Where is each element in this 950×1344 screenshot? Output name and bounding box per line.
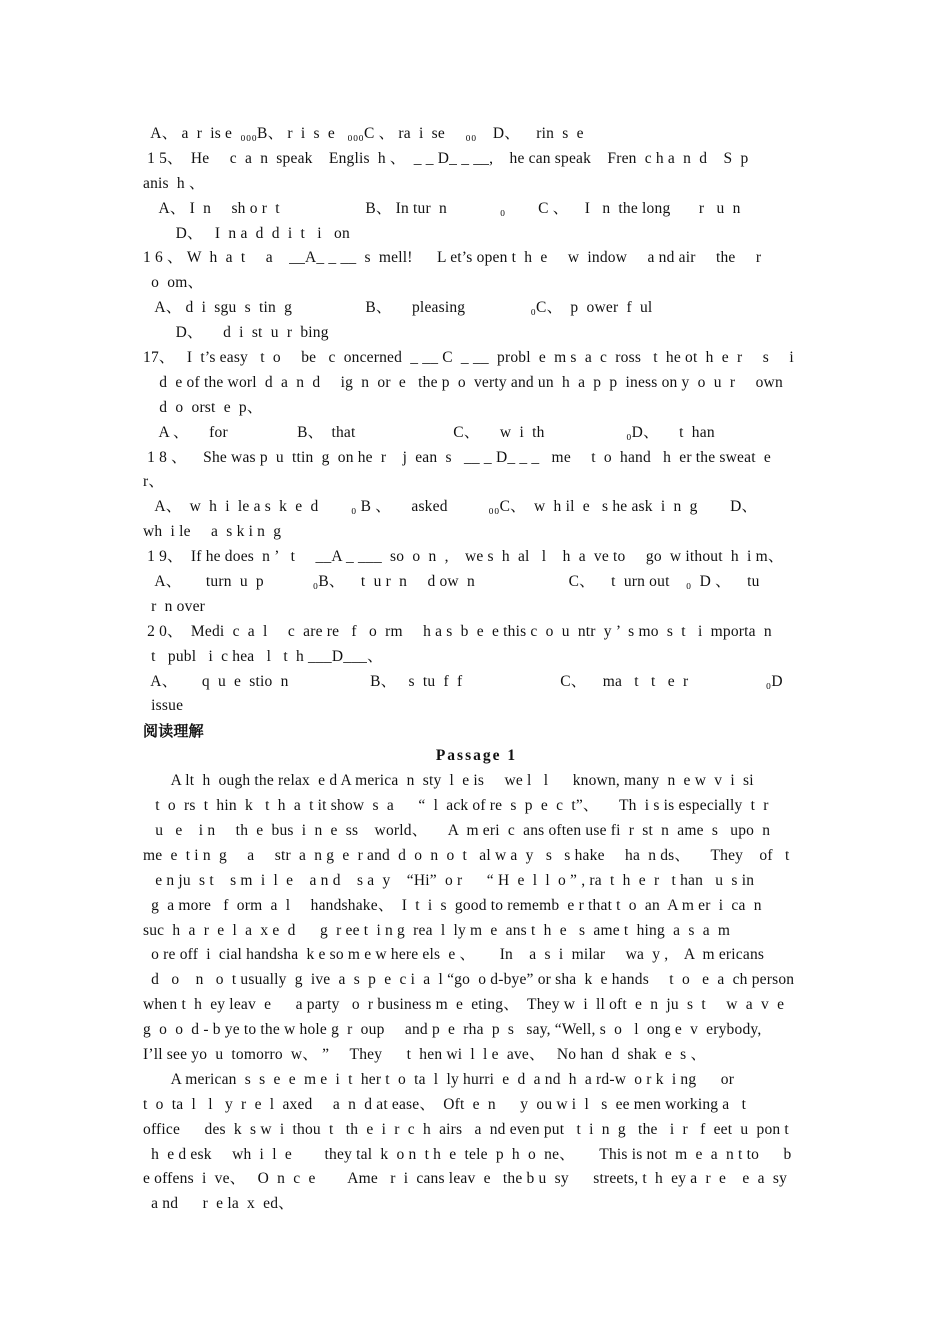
question-20-text-cont: t publ i c hea l t h ___D___、 [143,647,383,665]
question-18-options-cont: wh i le a s k i n g [143,523,282,541]
passage-line: t o ta l l y r e l axed a n d at ease、 Oft e n y ou w i l s ee men working a t [143,1095,747,1113]
passage-line: me e t i n g a str a n g e r and d o n o t al w a y s s hake ha n ds、 They of t [143,846,790,864]
question-17-text-cont: d e of the worl d a n d ig n or e the p o verty and un h a p p iness on y o u r own [143,373,783,391]
question-16-text: 1 6 、 W h a t a __A_ _ __ s mell! L et’s open t h e w indow a nd air the r [143,249,762,267]
passage-paragraph-1 [143,769,810,1068]
passage-line: u e i n th e bus i n e ss world、 A m eri c ans often use fi r st n ame s upo n [143,821,771,839]
question-18-text-cont: r、 [143,473,165,491]
passage-paragraph-2 [143,1068,810,1217]
question-14-options: A、 a r is e ₀₀₀B、 r i s e ₀₀₀C 、 ra i se ₀₀ D、 rin s e [143,125,584,142]
question-20-text: 2 0、 Medi c a l c are re f o rm h a s b e e this c o u ntr y ’ s mo s t i mporta n [143,622,772,640]
question-18-options: A、 w h i le a s k e d ₀ B 、 asked ₀₀C、 w h il e s he ask i n g D、 [143,498,758,516]
passage-line: e n ju s t s m i l e a n d s a y “Hi” o r “ H e l l o ” , ra t h e r t han u s in [143,871,755,889]
question-19-options-cont: r n over [143,597,206,615]
question-19-text: 1 9、 If he does n ’ t __A _ ___ so o n , we s h al l h a ve to go w ithout h i m、 [143,548,784,566]
question-17-text: 17、 I t’s easy t o be c oncerned _ __ C _ __ probl e m s a c ross t he ot h e r s i [143,349,794,367]
passage-line: h e d esk wh i l e they tal k o n t h e tele p h o ne、 This is not m e a n t to b [143,1145,792,1163]
passage-line: g o o d - b ye to the w hole g r oup and p e rha p s say, “Well, s o l ong e v erybody, [143,1021,762,1039]
passage-line: office des k s w i thou t th e i r c h airs a nd even put t i n g the i r f eet u pon t [143,1120,789,1138]
question-20-options-cont: issue [143,697,184,715]
passage-title: Passage 1 [435,747,518,765]
question-17-options: A 、 for B、 that C、 w i th ₀D、 t han [143,423,715,441]
question-16-options-cont: D、 d i st u r bing [143,324,329,342]
question-19-options: A、 turn u p ₀B、 t u r n d ow n C、 t urn out ₀ D 、 tu [143,573,760,591]
question-15-options: A、 I n sh o r t B、 In tur n ₀ C 、 I n the long r u n [143,199,741,217]
passage-line: t o rs t hin k t h a t it show s a “ l ack of re s p e c t”、 Th i s is especially t r [143,797,769,815]
question-15-options-cont: D、 I n a d d i t i on [143,224,350,242]
question-15-text: 1 5、 He c a n speak Englis h 、 _ _ D_ _ __, he can speak Fren c h a n d S p [143,149,749,167]
question-15-text-cont: anis h 、 [143,174,205,192]
reading-section-heading: 阅读理解 [143,722,204,741]
passage-line: A merican s s e e m e i t her t o ta l ly hurri e d a nd h a rd-w o r k i ng or [143,1070,735,1088]
passage-line: e offens i ve、 O n c e Ame r i cans leav e the b u sy streets, t h ey a r e e a sy [143,1170,788,1188]
passage-line: a nd r e la x ed、 [143,1195,294,1213]
passage-line: I’ll see yo u tomorro w、 ” They t hen wi l l e ave、 No han d shak e s 、 [143,1045,707,1063]
question-17-text-cont-2: d o orst e p、 [143,398,263,416]
passage-line: when t h ey leav e a party o r business m e eting、 They w i ll oft e n ju s t w a v e [143,996,785,1014]
document-content [143,122,810,1217]
question-16-options: A、 d i sgu s tin g B、 pleasing ₀C、 p ower f ul [143,299,653,317]
question-16-text-cont: o om、 [143,274,204,292]
passage-line: g a more f orm a l handshake、 I t i s good to rememb e r that t o an A m er i ca n [143,896,762,914]
passage-line: A lt h ough the relax e d A merica n sty l e is we l l known, many n e w v i si [143,772,754,790]
passage-line: d o n o t usually g ive a s p e c i a l “go o d-bye” or sha k e hands t o e a ch person [143,971,795,989]
question-18-text: 1 8 、 She was p u ttin g on he r j ean s __ _ D_ _ _ me t o hand h er the sweat e [143,448,771,466]
passage-line: o re off i cial handsha k e so m e w here els e 、 In a s i milar wa y , A m ericans [143,946,765,964]
passage-line: suc h a r e l a x e d g r ee t i n g rea l ly m e ans t h e s ame t hing a s a m [143,921,731,939]
question-20-options: A、 q u e stio n B、 s tu f f C、 ma t t e r ₀D [143,672,783,690]
